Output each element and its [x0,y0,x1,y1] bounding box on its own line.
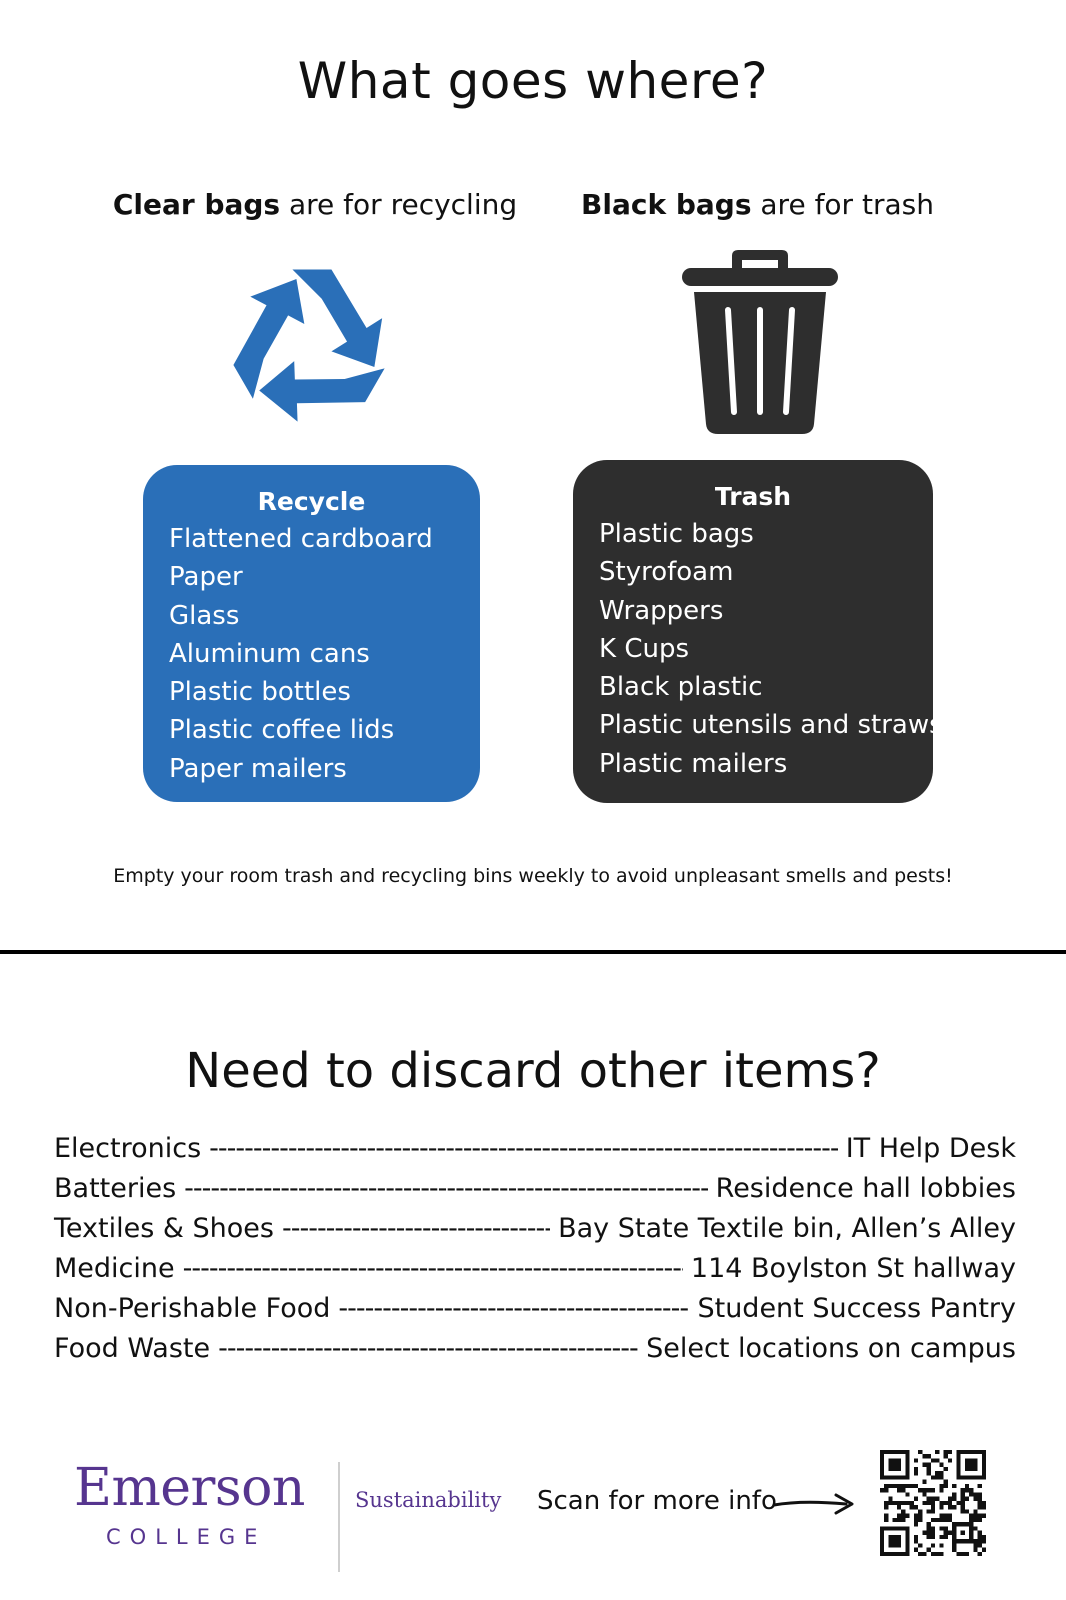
clear-bags-heading [100,188,530,221]
emerson-logo-subtitle: COLLEGE [106,1525,267,1549]
clear-bags-text: are for recycling [280,188,518,221]
trash-box [573,460,943,803]
discard-item: Electronics [54,1133,202,1164]
discard-item: Non-Perishable Food [54,1293,331,1324]
black-bags-text: are for trash [751,188,934,221]
page-title: What goes where? [297,52,769,110]
black-bags-label: Black bags [581,188,752,221]
discard-item: Textiles & Shoes [54,1213,274,1244]
black-bags-heading [545,188,970,221]
discard-list [54,1133,1016,1373]
recycle-box [143,465,480,802]
trash-list [573,515,943,783]
discard-item: Batteries [54,1173,177,1204]
discard-location: Bay State Textile bin, Allen’s Alley [558,1213,1016,1244]
logo-divider [338,1462,340,1572]
trash-can-icon [680,248,840,438]
list-item: Flattened cardboard [169,524,433,554]
discard-item: Food Waste [54,1333,211,1364]
discard-row [54,1253,1016,1293]
dash-leader [184,1173,708,1204]
trash-box-title: Trash [714,482,792,511]
section-divider [0,950,1066,954]
list-item: Paper [169,562,243,593]
discard-location: IT Help Desk [845,1133,1016,1164]
arrow-right-icon [772,1492,856,1516]
discard-location: Student Success Pantry [697,1293,1016,1324]
discard-location: 114 Boylston St hallway [690,1253,1016,1284]
dash-leader [209,1133,838,1164]
list-item: K Cups [599,633,689,664]
recycle-list [143,520,480,788]
scan-info-text: Scan for more info [537,1486,777,1516]
sustainability-label: Sustainability [355,1488,502,1512]
dash-leader [338,1293,689,1324]
recycle-box-title: Recycle [257,487,366,516]
discard-location: Residence hall lobbies [715,1173,1016,1204]
list-item: Plastic coffee lids [169,715,395,746]
emerson-logo-name: Emerson [74,1458,305,1518]
list-item: Aluminum cans [169,638,370,669]
dash-leader [183,1253,683,1284]
list-item: Black plastic [599,672,763,703]
discard-row [54,1293,1016,1333]
discard-location: Select locations on campus [646,1333,1016,1364]
discard-item: Medicine [54,1253,175,1284]
clear-bags-label: Clear bags [112,188,281,221]
list-item: Plastic mailers [599,748,788,779]
discard-row [54,1213,1016,1253]
list-item: Plastic bags [599,519,754,549]
weekly-reminder-note: Empty your room trash and recycling bins weekly to avoid unpleasant smells and pests! [113,865,953,887]
discard-row [54,1173,1016,1213]
discard-row [54,1133,1016,1173]
discard-row [54,1333,1016,1373]
recycle-icon [210,248,410,443]
list-item: Styrofoam [599,557,734,588]
qr-code-icon[interactable] [880,1450,986,1556]
list-item: Paper mailers [169,753,347,784]
dash-leader [282,1213,550,1244]
dash-leader [218,1333,638,1364]
list-item: Plastic utensils and straws [599,710,943,741]
discard-title: Need to discard other items? [185,1043,881,1099]
list-item: Plastic bottles [169,677,351,708]
list-item: Wrappers [599,595,724,626]
list-item: Glass [169,600,240,631]
